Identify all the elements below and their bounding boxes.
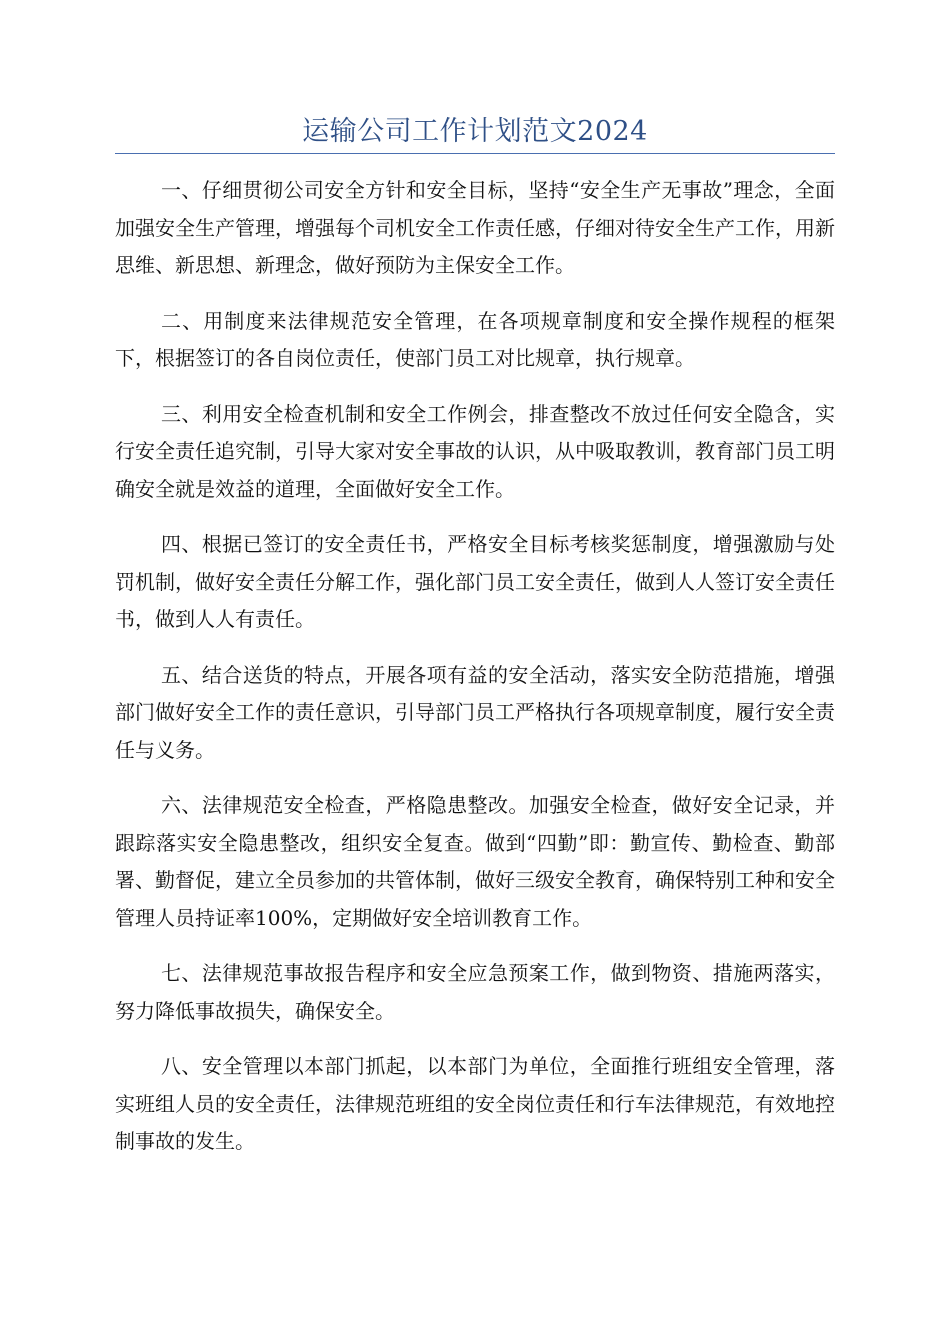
document-title: 运输公司工作计划范文2024 — [302, 116, 648, 147]
paragraph-3: 三、利用安全检查机制和安全工作例会，排查整改不放过任何安全隐含，实行安全责任追究制，引导大家对安全事故的认识，从中吸取教训，教育部门员工明确安全就是效益的道理，全面做好安全工作。 — [115, 401, 835, 501]
paragraph-7: 七、法律规范事故报告程序和安全应急预案工作，做到物资、措施两落实，努力降低事故损失，确保安全。 — [115, 961, 835, 1023]
paragraph-2: 二、用制度来法律规范安全管理，在各项规章制度和安全操作规程的框架下，根据签订的各自岗位责任，使部门员工对比规章，执行规章。 — [115, 308, 835, 370]
paragraph-4: 四、根据已签订的安全责任书，严格安全目标考核奖惩制度，增强激励与处罚机制，做好安全责任分解工作，强化部门员工安全责任，做到人人签订安全责任书，做到人人有责任。 — [115, 532, 835, 631]
paragraph-6: 六、法律规范安全检查，严格隐患整改。加强安全检查，做好安全记录，并跟踪落实安全隐患整改，组织安全复查。做到“四勤”即：勤宣传、勤检查、勤部署、勤督促，建立全员参加的共管体制，做好三级安全教育，确保特别工种和安全管理人员持证率100%，定期做好安全培训教育工作。 — [115, 793, 835, 930]
document-body — [115, 172, 835, 1179]
paragraph-1: 一、仔细贯彻公司安全方针和安全目标，坚持“安全生产无事故”理念，全面加强安全生产管理，增强每个司机安全工作责任感，仔细对待安全生产工作，用新思维、新思想、新理念，做好预防为主保安全工作。 — [115, 178, 835, 277]
title-underline — [115, 153, 835, 154]
paragraph-8: 八、安全管理以本部门抓起，以本部门为单位，全面推行班组安全管理，落实班组人员的安全责任，法律规范班组的安全岗位责任和行车法律规范，有效地控制事故的发生。 — [115, 1054, 835, 1153]
paragraph-5: 五、结合送货的特点，开展各项有益的安全活动，落实安全防范措施，增强部门做好安全工作的责任意识，引导部门员工严格执行各项规章制度，履行安全责任与义务。 — [115, 662, 835, 762]
